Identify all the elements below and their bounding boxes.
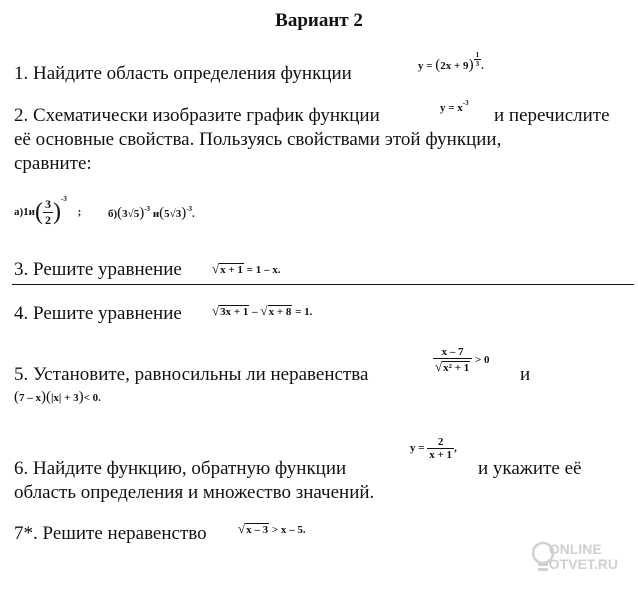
task-5-fraction (433, 346, 472, 375)
task-6-line-2: область определения и множество значений. (14, 482, 375, 503)
fraction-den: √x² + 1 (435, 359, 470, 374)
task-7-formula: √x – 3 > x – 5. (238, 521, 306, 536)
task-6-line-1: 6. Найдите функцию, обратную функции (14, 458, 347, 479)
task-7-text: 7*. Решите неравенство (14, 523, 207, 544)
part-b-label: б) (108, 208, 118, 220)
task-2-text-a: 2. Схематически изобразите график функции (14, 105, 380, 126)
minus: – (249, 306, 261, 318)
fraction-num: 2 (427, 436, 454, 449)
part-b-exp-1: -3 (144, 205, 151, 213)
watermark (549, 542, 618, 572)
radicand-2: x + 8 (268, 306, 292, 318)
formula-tail: . (481, 60, 484, 72)
formula-lhs: y = x (440, 102, 463, 114)
part-b-and: и (152, 208, 160, 220)
part-a-separator: ; (77, 206, 82, 219)
task-6-text-b: и укажите её (478, 458, 582, 479)
task-6-fraction (427, 436, 454, 461)
task-5-formula-2: (7 – x)(|x| + 3)< 0. (14, 389, 101, 405)
task-2-line-3: сравните: (14, 153, 92, 174)
fraction-den: x + 1 (429, 449, 453, 461)
factor-2: |x| + 3 (51, 392, 79, 404)
fraction-num: x – 7 (433, 346, 472, 359)
task-5-formula-1 (433, 346, 490, 375)
task-2-part-b: $б)(3√5)^{-3}$ $и(5√3)^{-3}$. (108, 205, 195, 221)
radicand-1: 3x + 1 (220, 306, 249, 318)
relation: > 0 (474, 354, 490, 367)
task-4-text: 4. Решите уравнение (14, 303, 182, 324)
part-a-exp: -3 (61, 195, 67, 204)
radicand: x – 3 (246, 524, 269, 536)
rhs: = 1. (292, 306, 313, 318)
formula-tail: , (454, 442, 457, 455)
task-5-text: 5. Установите, равносильны ли неравенства (14, 364, 369, 385)
task-1 (14, 63, 352, 85)
exp-num: 1 (475, 50, 480, 59)
factor-1: 7 – x (19, 392, 41, 404)
task-4-formula: √3x + 1 – √x + 8 = 1. (212, 303, 313, 318)
task-5-conjunction: и (520, 364, 531, 385)
task-2-part-a: а)1и( $\frac{3}{2}$ )$^{-3}$ ; (14, 195, 82, 227)
formula-lhs: y = (410, 442, 428, 455)
horizontal-rule (12, 284, 634, 285)
den-radicand: x² + 1 (443, 362, 470, 374)
formula-lhs: y = (418, 60, 436, 72)
formula-base: 2x + 9 (440, 60, 469, 72)
rhs: > x – 5. (269, 524, 306, 536)
part-b-second: 5√3 (164, 208, 182, 220)
exponent-fraction (474, 51, 482, 68)
task-3-formula: √x + 1 = 1 – x. (212, 261, 281, 276)
variant-title: Вариант 2 (275, 10, 363, 31)
part-b-exp-2: -3 (186, 205, 193, 213)
part-a-fraction (43, 197, 53, 228)
task-1-text: 1. Найдите область определения функции (14, 63, 352, 84)
relation: < 0. (83, 392, 101, 404)
watermark-line-1: ONLINE (548, 541, 602, 557)
part-b-first: 3√5 (122, 208, 140, 220)
exp-den: 3 (475, 59, 480, 68)
task-2-formula (440, 99, 469, 114)
task-2-text-b: и перечислите (494, 105, 610, 126)
radicand: x + 1 (220, 264, 243, 276)
watermark-line-2: OTVET.RU (548, 556, 618, 572)
fraction-den: 2 (45, 213, 52, 227)
task-1-formula: y = (2x + 9) $\frac{1}{3}$ . (418, 50, 484, 73)
task-2-line-1 (14, 105, 380, 127)
task-3-text: 3. Решите уравнение (14, 259, 182, 280)
part-a-label: а)1и (14, 206, 36, 219)
fraction-num: 3 (45, 197, 52, 211)
formula-exp: -3 (462, 99, 469, 107)
rhs: = 1 – x. (243, 264, 281, 276)
task-6-formula (410, 436, 457, 461)
part-b-tail: . (192, 208, 195, 220)
task-2-line-2: её основные свойства. Пользуясь свойствами этой функции, (14, 129, 502, 150)
